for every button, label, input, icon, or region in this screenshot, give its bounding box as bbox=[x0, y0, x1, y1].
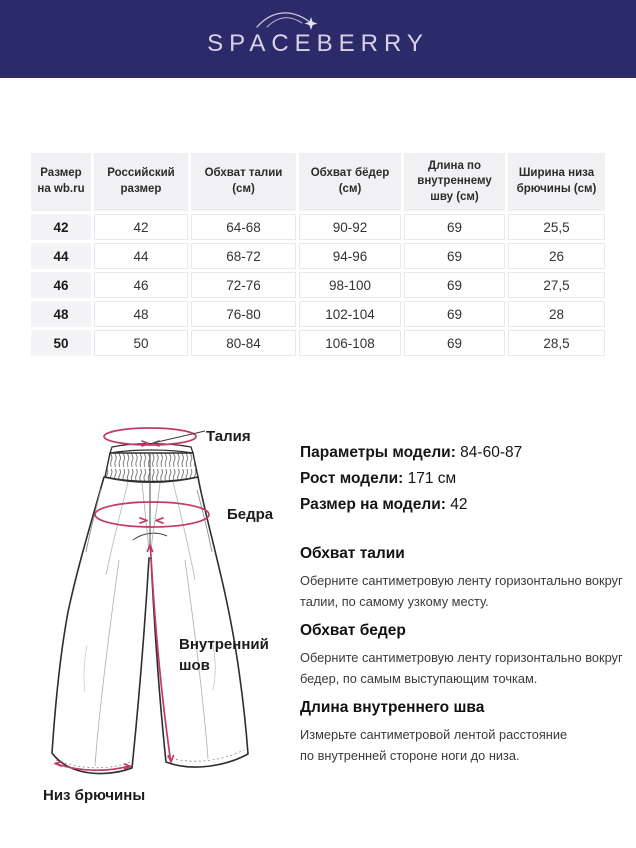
col-header-wb-size: Размер на wb.ru bbox=[31, 153, 91, 211]
table-row bbox=[31, 243, 605, 269]
table-row bbox=[31, 330, 605, 356]
cell-waist: 72-76 bbox=[191, 272, 296, 298]
model-size-value: 42 bbox=[450, 496, 468, 513]
model-params-label: Параметры модели: bbox=[300, 444, 456, 461]
cell-hem: 26 bbox=[508, 243, 605, 269]
cell-wb-size: 44 bbox=[31, 243, 91, 269]
guide-section-hips bbox=[300, 622, 624, 689]
cell-waist: 80-84 bbox=[191, 330, 296, 356]
hips-label: Бедра bbox=[227, 506, 274, 523]
waist-label: Талия bbox=[206, 428, 251, 445]
cell-hips: 94-96 bbox=[299, 243, 401, 269]
pants-diagram bbox=[30, 418, 292, 800]
cell-waist: 76-80 bbox=[191, 301, 296, 327]
cell-hem: 28 bbox=[508, 301, 605, 327]
cell-inseam: 69 bbox=[404, 243, 505, 269]
table-row bbox=[31, 301, 605, 327]
hem-label: Низ брючины bbox=[43, 787, 146, 804]
guide-title: Обхват талии bbox=[300, 545, 405, 562]
model-params-line bbox=[300, 440, 522, 466]
model-size-line bbox=[300, 492, 522, 518]
cell-ru-size: 46 bbox=[94, 272, 188, 298]
cell-hips: 98-100 bbox=[299, 272, 401, 298]
guide-title: Длина внутреннего шва bbox=[300, 699, 485, 716]
cell-hem: 28,5 bbox=[508, 330, 605, 356]
cell-hips: 90-92 bbox=[299, 214, 401, 240]
cell-hem: 25,5 bbox=[508, 214, 605, 240]
cell-inseam: 69 bbox=[404, 272, 505, 298]
brand-logo: SPACEBERRY bbox=[207, 30, 429, 57]
guide-title: Обхват бедер bbox=[300, 622, 406, 639]
model-height-value: 171 см bbox=[407, 470, 457, 487]
cell-inseam: 69 bbox=[404, 301, 505, 327]
cell-wb-size: 42 bbox=[31, 214, 91, 240]
col-header-inseam-length: Длина по внутреннему шву (см) bbox=[404, 153, 505, 211]
brand-band bbox=[0, 0, 636, 78]
cell-ru-size: 50 bbox=[94, 330, 188, 356]
col-header-ru-size: Российский размер bbox=[94, 153, 188, 211]
guide-section-waist bbox=[300, 545, 624, 612]
shooting-star-icon bbox=[252, 6, 324, 38]
guide-text: Оберните сантиметровую ленту горизонтально вокруг талии, по самому узкому месту. bbox=[300, 573, 623, 609]
cell-hem: 27,5 bbox=[508, 272, 605, 298]
cell-ru-size: 48 bbox=[94, 301, 188, 327]
model-size-label: Размер на модели: bbox=[300, 496, 446, 513]
model-info bbox=[300, 440, 522, 518]
cell-inseam: 69 bbox=[404, 330, 505, 356]
table-row bbox=[31, 214, 605, 240]
model-height-label: Рост модели: bbox=[300, 470, 404, 487]
guide-section-inseam bbox=[300, 699, 624, 766]
model-height-line bbox=[300, 466, 522, 492]
col-header-hips: Обхват бёдер (см) bbox=[299, 153, 401, 211]
cell-hips: 102-104 bbox=[299, 301, 401, 327]
cell-waist: 68-72 bbox=[191, 243, 296, 269]
guide-text: Измерьте сантиметровой лентой расстояние по внутренней стороне ноги до низа. bbox=[300, 727, 568, 763]
cell-inseam: 69 bbox=[404, 214, 505, 240]
table-row bbox=[31, 272, 605, 298]
inseam-label: Внутренний шов bbox=[179, 636, 269, 674]
table-header-row bbox=[31, 153, 605, 211]
guide-text: Оберните сантиметровую ленту горизонтально вокруг бедер, по самым выступающим точкам. bbox=[300, 650, 623, 686]
cell-ru-size: 44 bbox=[94, 243, 188, 269]
size-table bbox=[28, 150, 608, 359]
col-header-hem-width: Ширина низа брючины (см) bbox=[508, 153, 605, 211]
col-header-waist: Обхват талии (см) bbox=[191, 153, 296, 211]
cell-wb-size: 48 bbox=[31, 301, 91, 327]
model-params-value: 84-60-87 bbox=[460, 444, 523, 461]
cell-waist: 64-68 bbox=[191, 214, 296, 240]
cell-ru-size: 42 bbox=[94, 214, 188, 240]
cell-wb-size: 50 bbox=[31, 330, 91, 356]
cell-hips: 106-108 bbox=[299, 330, 401, 356]
cell-wb-size: 46 bbox=[31, 272, 91, 298]
